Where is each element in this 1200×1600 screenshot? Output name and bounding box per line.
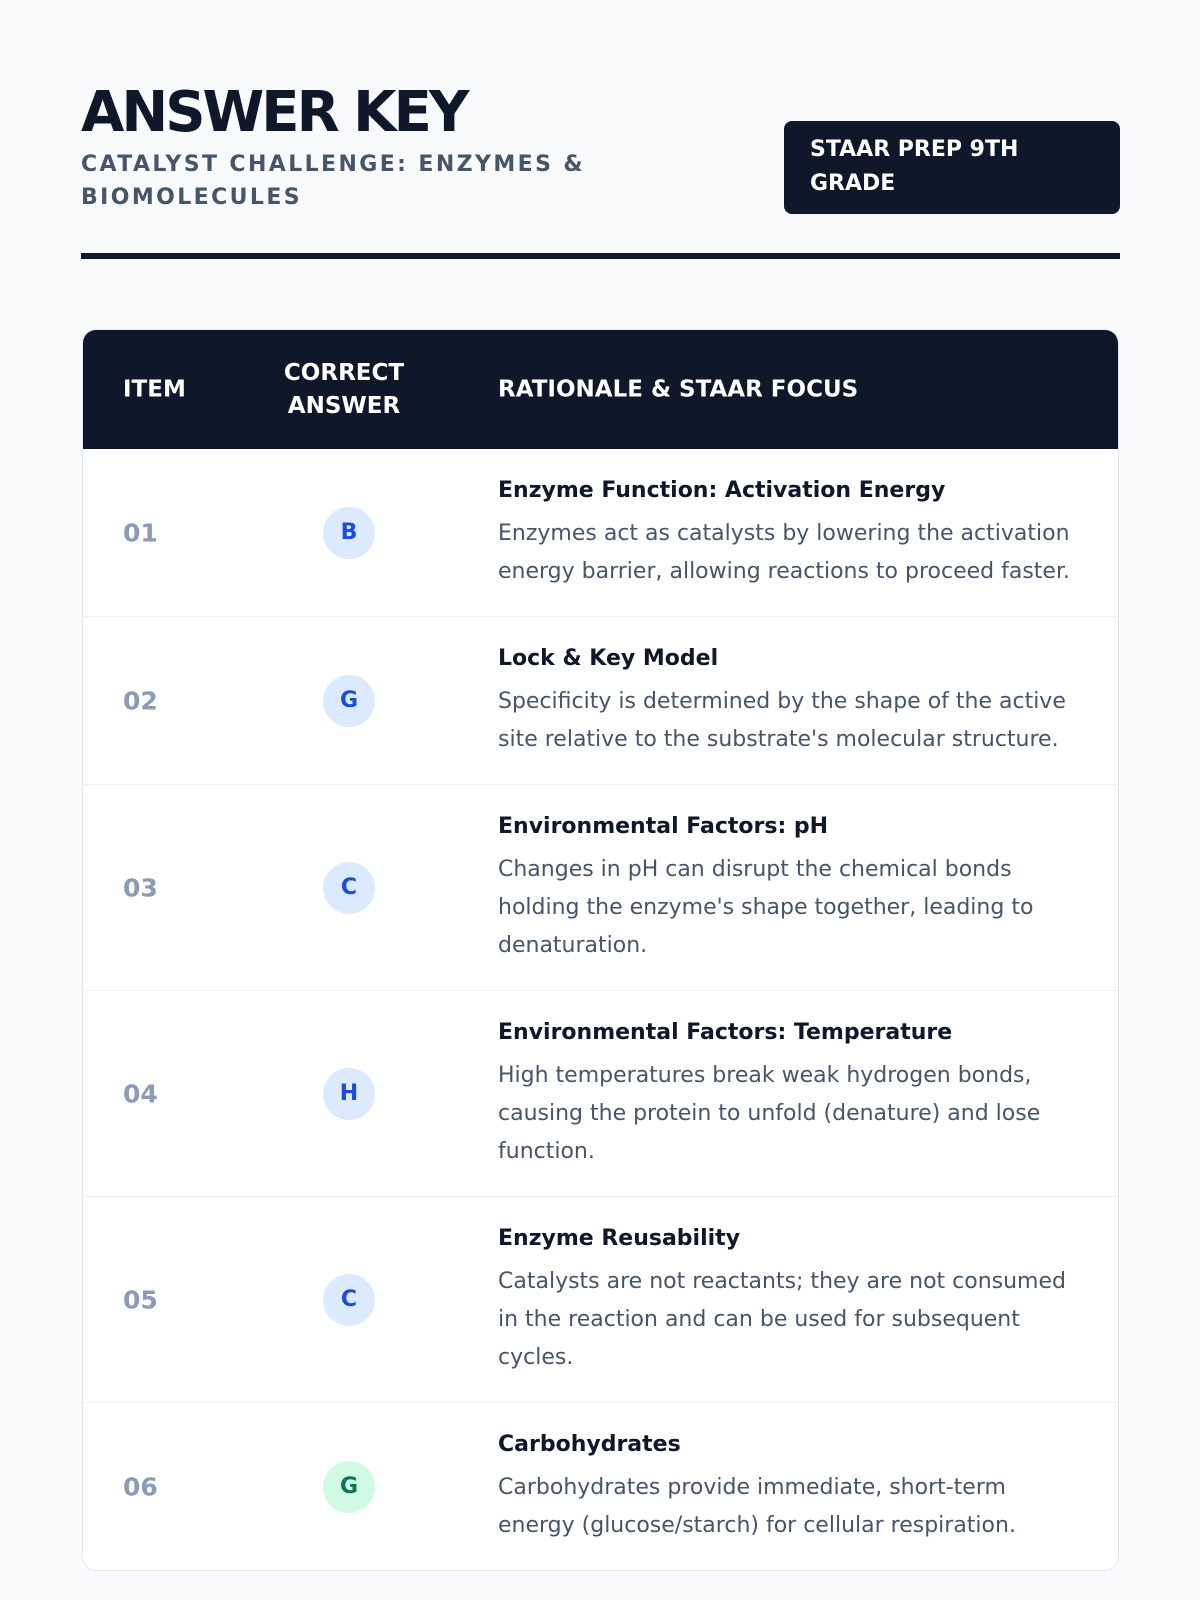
table-body [83, 449, 1118, 1570]
rationale-text: Specificity is determined by the shape of the active site relative to the substrate's molecular structure. [498, 689, 1066, 752]
rationale-cell [498, 617, 1078, 784]
rationale-cell [498, 991, 1078, 1196]
page-subtitle: CATALYST CHALLENGE: ENZYMES & BIOMOLECULES [81, 152, 585, 210]
rationale-heading: Lock & Key Model [498, 646, 719, 671]
page-header [81, 0, 1120, 262]
item-number: 02 [123, 686, 158, 715]
column-header-item: ITEM [123, 376, 186, 402]
rationale-text: Changes in pH can disrupt the chemical bonds holding the enzyme's shape together, leading to denaturation. [498, 857, 1034, 958]
table-row [83, 990, 1118, 1196]
table-header [83, 330, 1118, 449]
answer-badge: C [323, 862, 375, 914]
rationale-cell [498, 785, 1078, 990]
rationale-text: High temperatures break weak hydrogen bonds, causing the protein to unfold (denature) and lose function. [498, 1063, 1041, 1164]
table-row [83, 616, 1118, 784]
column-header-correct-answer: CORRECT ANSWER [283, 359, 405, 419]
item-number: 05 [123, 1285, 158, 1314]
rationale-cell [498, 1403, 1078, 1570]
rationale-heading: Enzyme Function: Activation Energy [498, 478, 946, 503]
page-title: ANSWER KEY [81, 80, 467, 145]
rationale-heading: Enzyme Reusability [498, 1226, 741, 1251]
rationale-text: Catalysts are not reactants; they are not consumed in the reaction and can be used for subsequent cycles. [498, 1269, 1066, 1370]
rationale-heading: Carbohydrates [498, 1432, 681, 1457]
item-number: 01 [123, 518, 158, 547]
table-row [83, 449, 1118, 616]
answer-badge: C [323, 1274, 375, 1326]
rationale-heading: Environmental Factors: pH [498, 814, 829, 839]
table-row [83, 784, 1118, 990]
table-row [83, 1402, 1118, 1570]
grade-badge: STAAR PREP 9TH GRADE [784, 121, 1120, 214]
item-number: 06 [123, 1472, 158, 1501]
answer-badge: G [323, 1461, 375, 1513]
rationale-text: Carbohydrates provide immediate, short-term energy (glucose/starch) for cellular respiration. [498, 1475, 1016, 1538]
table-row [83, 1196, 1118, 1402]
answer-table [82, 329, 1119, 1571]
column-header-rationale: RATIONALE & STAAR FOCUS [498, 376, 859, 402]
rationale-cell [498, 449, 1078, 616]
rationale-text: Enzymes act as catalysts by lowering the activation energy barrier, allowing reactions to proceed faster. [498, 521, 1070, 584]
item-number: 04 [123, 1079, 158, 1108]
item-number: 03 [123, 873, 158, 902]
answer-key-page [81, 0, 1120, 1538]
header-divider [81, 253, 1120, 259]
rationale-cell [498, 1197, 1078, 1402]
rationale-heading: Environmental Factors: Temperature [498, 1020, 953, 1045]
answer-badge: G [323, 675, 375, 727]
answer-badge: H [323, 1068, 375, 1120]
answer-badge: B [323, 507, 375, 559]
